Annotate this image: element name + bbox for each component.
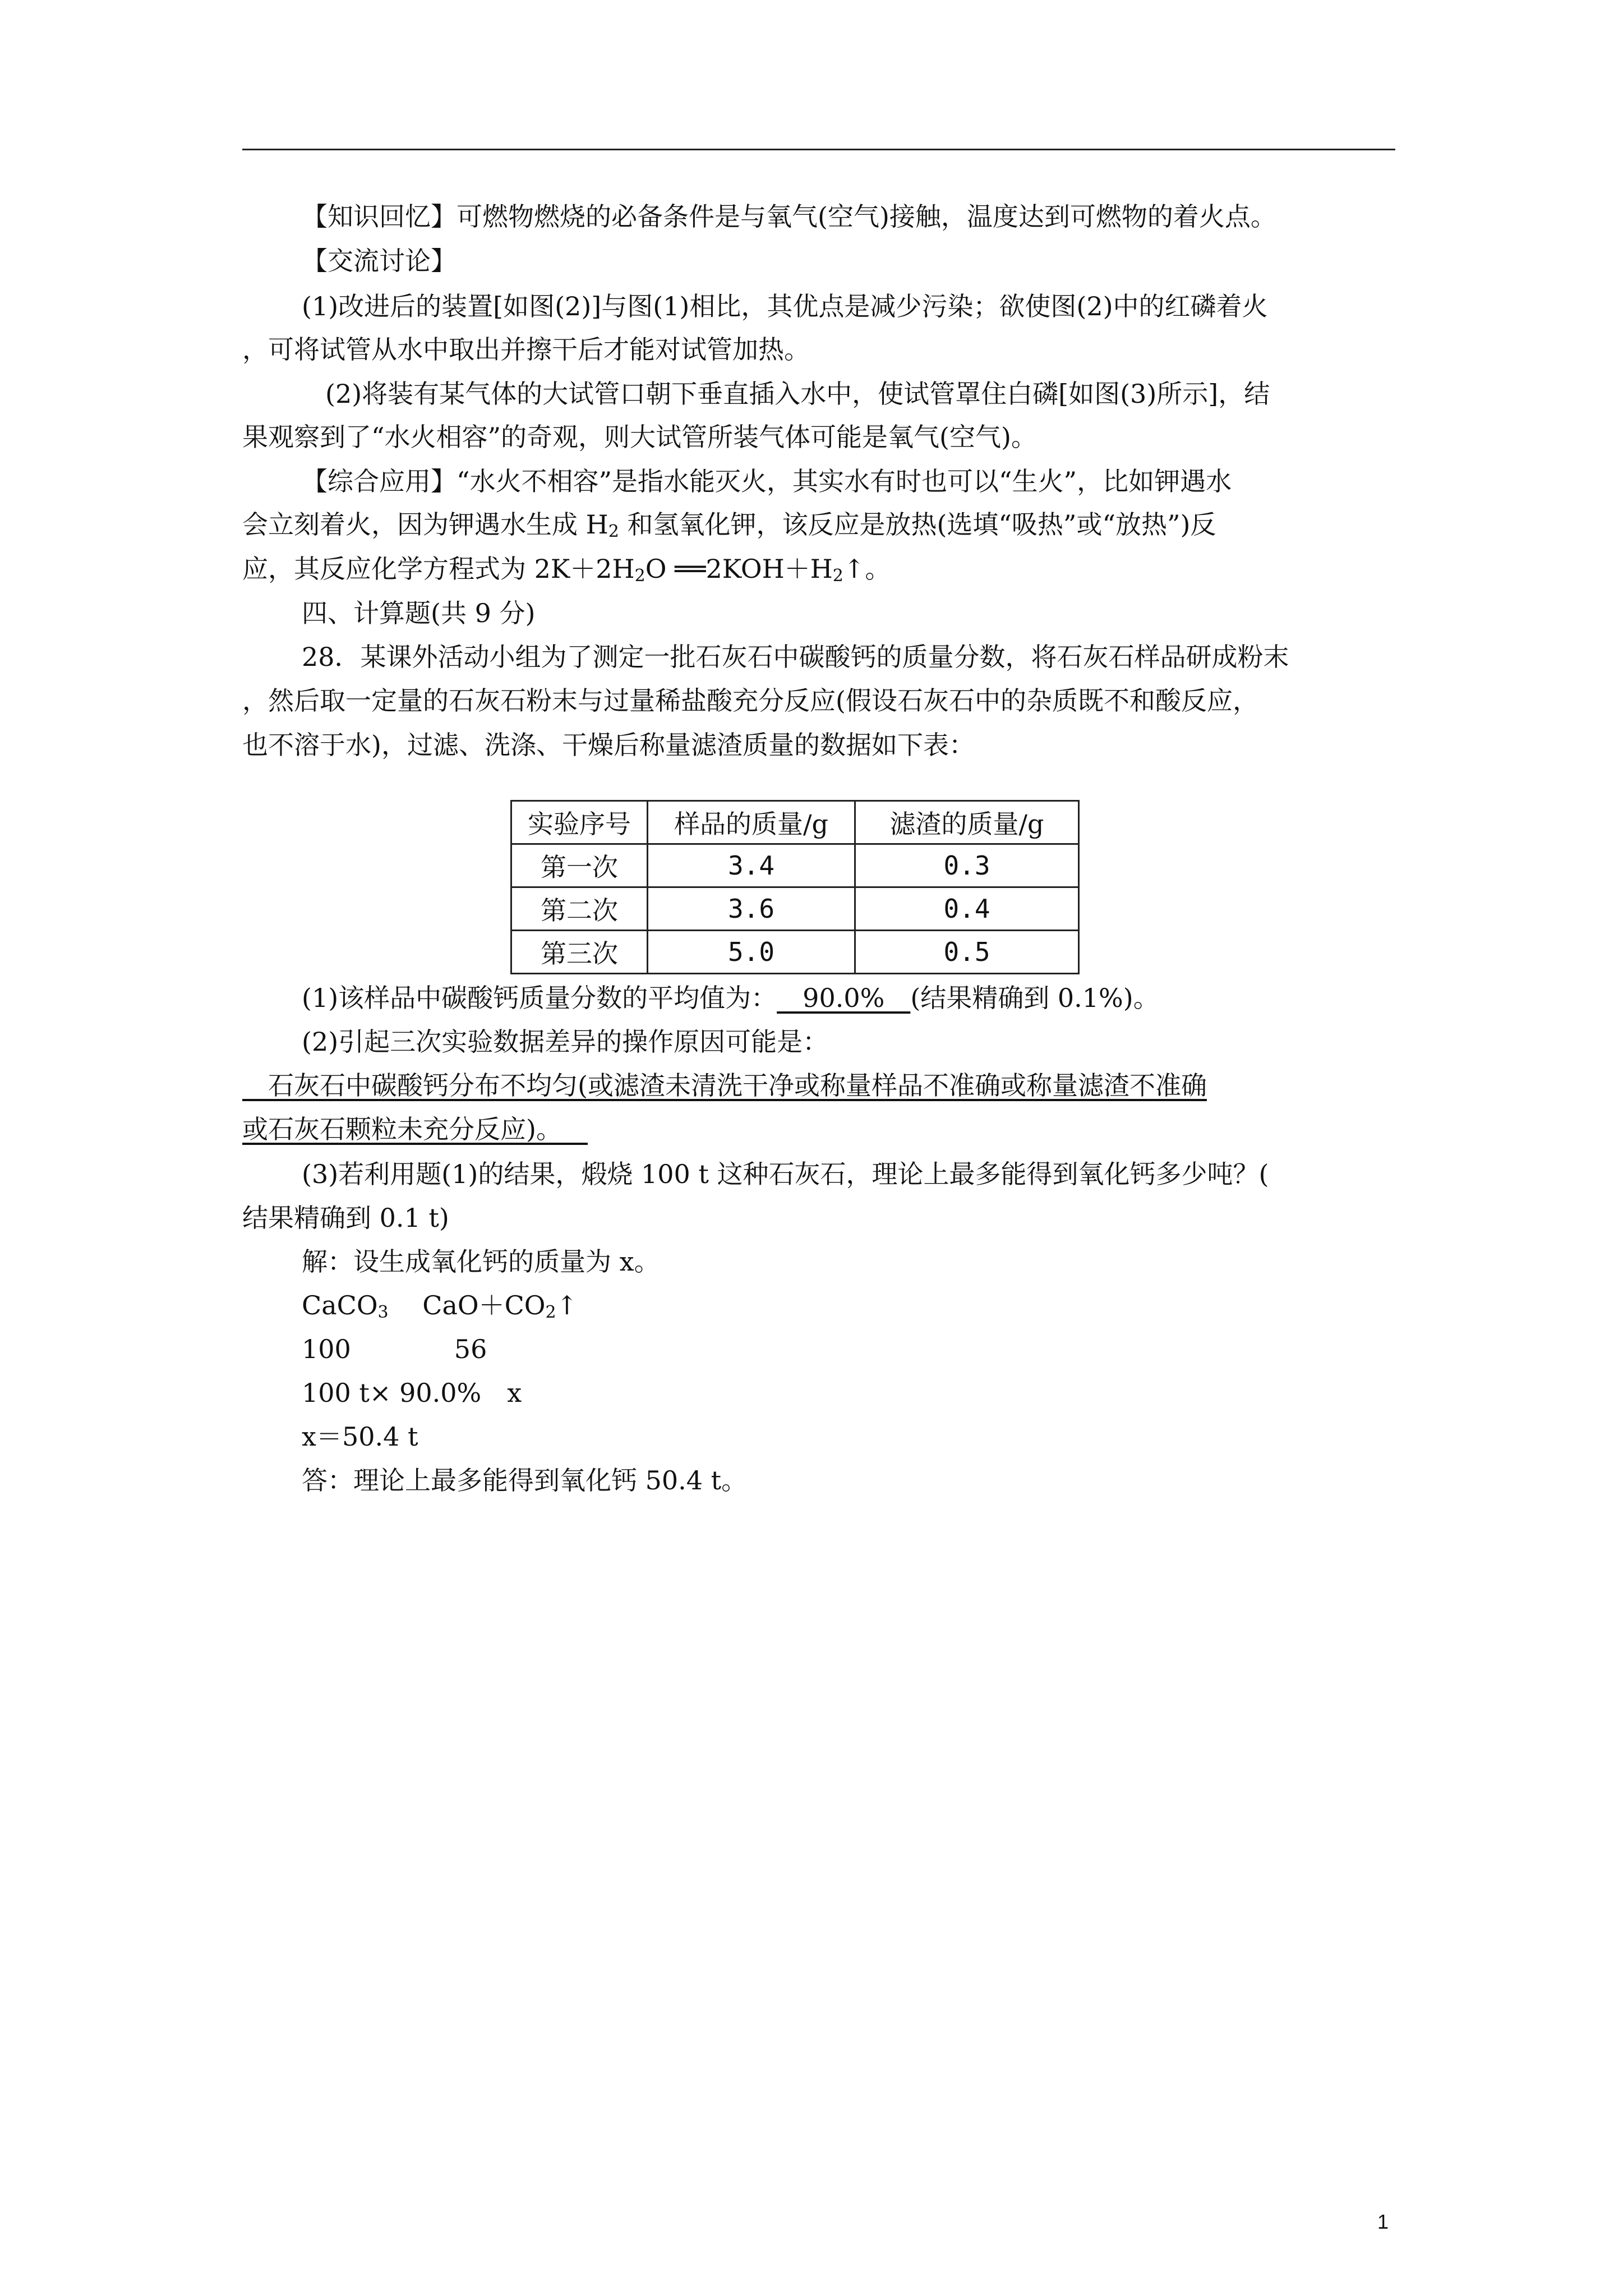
section-heading: 四、计算题(共 9 分) [302, 598, 536, 628]
table-row [511, 844, 1079, 887]
answer-2-line [242, 1068, 1395, 1103]
table-row [511, 931, 1079, 974]
text-span: (结果精确到 0.1%)。 [910, 983, 1159, 1013]
text-span: CaCO [302, 1290, 378, 1320]
table-row [511, 887, 1079, 931]
molar-mass-line: 100 56 [302, 1334, 487, 1364]
application-line: 【综合应用】“水火不相容”是指水能灭火，其实水有时也可以“生火”，比如钾遇水 [302, 466, 1232, 496]
knowledge-recall-line: 【知识回忆】可燃物燃烧的必备条件是与氧气(空气)接触，温度达到可燃物的着火点。 [302, 201, 1276, 232]
table-cell: 第一次 [511, 844, 648, 887]
table-cell: 0.5 [855, 931, 1079, 974]
question-1-line [302, 981, 1455, 1015]
question-3-line: (3)若利用题(1)的结果，煅烧 100 t 这种石灰石，理论上最多能得到氧化钙多少吨？( [302, 1159, 1269, 1189]
table-cell: 第三次 [511, 931, 648, 974]
text-span: 和氢氧化钾，该反应是放热(选填“吸热”或“放热”)反 [619, 509, 1216, 540]
question-3-line-cont: 结果精确到 0.1 t) [242, 1203, 449, 1233]
text-span: O ══2KOH＋H [645, 554, 833, 584]
discussion-1-line: (1)改进后的装置[如图(2)]与图(1)相比，其优点是减少污染；欲使图(2)中的红磷着火 [302, 291, 1268, 321]
subscript: 2 [634, 566, 645, 586]
table-header-row [511, 801, 1079, 844]
page-number: 1 [1377, 2210, 1389, 2233]
table-header: 样品的质量/g [648, 801, 855, 844]
subscript: 2 [545, 1303, 556, 1322]
question-2-line: (2)引起三次实验数据差异的操作原因可能是： [302, 1027, 829, 1057]
subscript: 2 [832, 566, 843, 586]
subscript: 3 [377, 1303, 389, 1322]
table-cell: 0.3 [855, 844, 1079, 887]
discussion-heading: 【交流讨论】 [302, 246, 457, 276]
discussion-1-line-cont: ，可将试管从水中取出并擦干后才能对试管加热。 [242, 334, 810, 365]
text-span: ↑ [556, 1290, 578, 1320]
answer-line: 答：理论上最多能得到氧化钙 50.4 t。 [302, 1465, 748, 1496]
data-table [510, 800, 1080, 974]
question-28-line: 28．某课外活动小组为了测定一批石灰石中碳酸钙的质量分数，将石灰石样品研成粉末 [302, 642, 1289, 672]
text-span: 会立刻着火，因为钾遇水生成 H [242, 509, 608, 540]
text-span: 应，其反应化学方程式为 2K＋2H [242, 554, 635, 584]
table-header: 实验序号 [511, 801, 648, 844]
mass-line: 100 t× 90.0% x [302, 1378, 522, 1408]
result-line: x＝50.4 t [302, 1421, 418, 1452]
answer-1: __90.0%__ [777, 983, 911, 1013]
discussion-2-line: (2)将装有某气体的大试管口朝下垂直插入水中，使试管罩住白磷[如图(3)所示]，结 [325, 379, 1270, 409]
subscript: 2 [608, 522, 619, 541]
table-cell: 第二次 [511, 887, 648, 931]
reaction-equation [302, 1288, 1455, 1330]
text-span: CaO＋CO [388, 1290, 546, 1320]
question-28-line-3: 也不溶于水)，过滤、洗涤、干燥后称量滤渣质量的数据如下表： [242, 730, 975, 760]
table-cell: 5.0 [648, 931, 855, 974]
answer-2-part2: 或石灰石颗粒未充分反应)。__ [242, 1114, 588, 1144]
application-line-2 [242, 507, 1395, 549]
answer-2-line-cont [242, 1112, 1395, 1147]
table-cell: 3.6 [648, 887, 855, 931]
header-rule [242, 149, 1395, 150]
equation-line [242, 551, 1395, 593]
answer-2-part1: __石灰石中碳酸钙分布不均匀(或滤渣未清洗干净或称量样品不准确或称量滤渣不准确 [242, 1070, 1207, 1101]
discussion-2-line-cont: 果观察到了“水火相容”的奇观，则大试管所装气体可能是氧气(空气)。 [242, 422, 1037, 452]
solution-line: 解：设生成氧化钙的质量为 x。 [302, 1246, 660, 1277]
table-cell: 0.4 [855, 887, 1079, 931]
text-span: ↑。 [843, 554, 891, 584]
table-header: 滤渣的质量/g [855, 801, 1079, 844]
question-28-line-2: ，然后取一定量的石灰石粉末与过量稀盐酸充分反应(假设石灰石中的杂质既不和酸反应， [242, 685, 1258, 716]
text-span: (1)该样品中碳酸钙质量分数的平均值为： [302, 983, 777, 1013]
table-cell: 3.4 [648, 844, 855, 887]
